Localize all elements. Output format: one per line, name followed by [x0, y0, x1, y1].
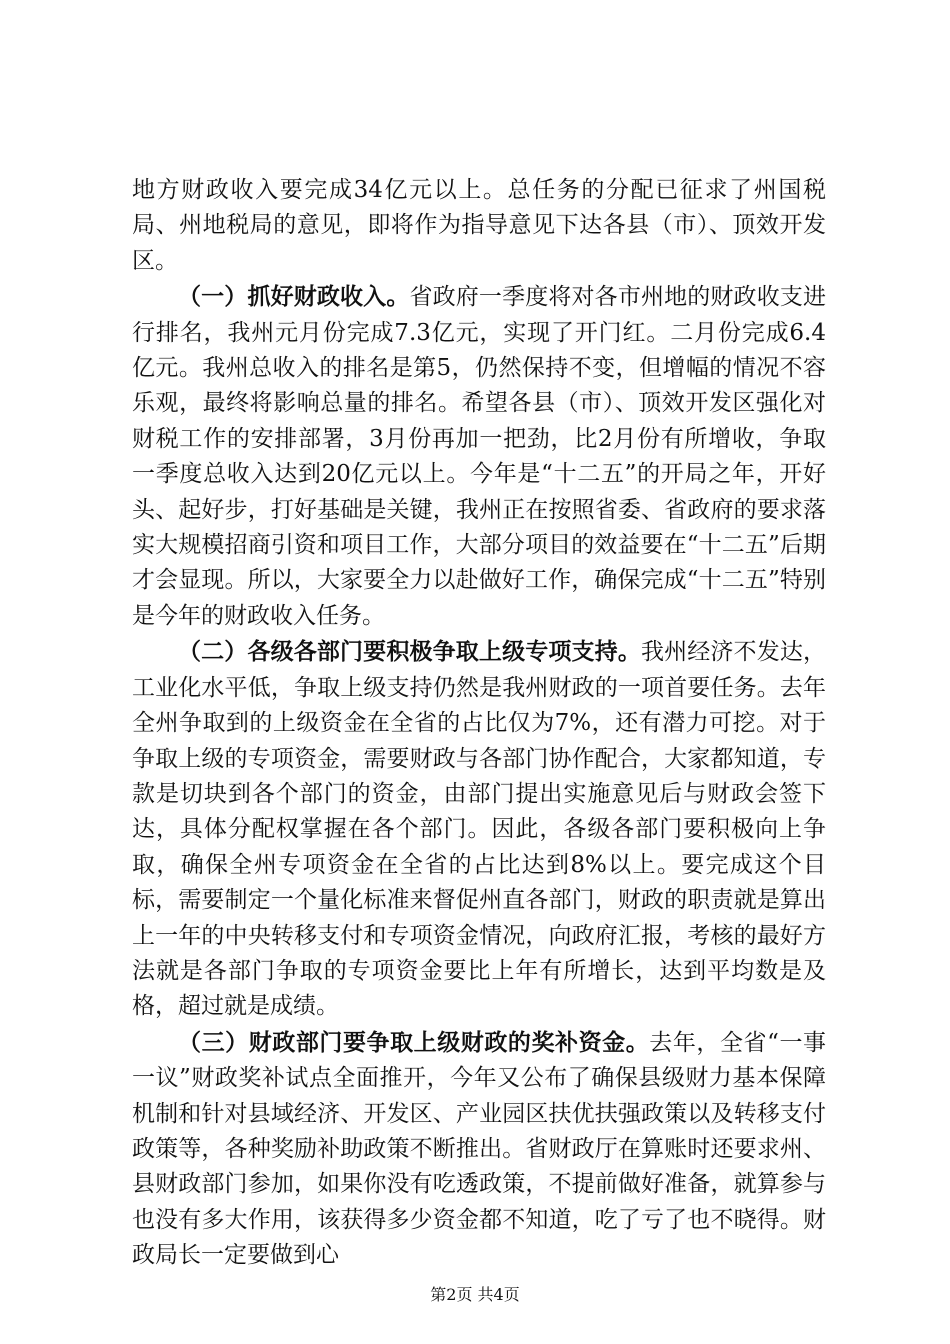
page-number: 第2页 共4页 — [430, 1285, 520, 1304]
page-footer — [0, 1285, 950, 1305]
paragraph-text: 地方财政收入要完成34亿元以上。总任务的分配已征求了州国税局、州地税局的意见，即将作为指导意见下达各县（市）、顶效开发区。 — [132, 177, 826, 274]
document-body — [132, 173, 826, 1274]
paragraph-subsidy-funds — [132, 1025, 826, 1274]
paragraph-text: 省政府一季度将对各市州地的财政收支进行排名，我州元月份完成7.3亿元，实现了开门红。二月份完成6.4亿元。我州总收入的排名是第5，仍然保持不变，但增幅的情况不容乐观，最终将影响总量的排名。希望各县（市）、顶效开发区强化对财税工作的安排部署，3月份再加一把劲，比2月份有所增收，争取一季度总收入达到20亿元以上。今年是“十二五”的开局之年，开好头、起好步，打好基础是关键，我州正在按照省委、省政府的要求落实大规模招商引资和项目工作，大部分项目的效益要在“十二五”后期才会显现。所以，大家要全力以赴做好工作，确保完成“十二五”特别是今年的财政收入任务。 — [132, 284, 827, 629]
section-heading: （二）各级各部门要积极争取上级专项支持。 — [178, 638, 641, 666]
paragraph-continuation — [132, 173, 826, 279]
paragraph-fiscal-revenue — [132, 279, 826, 634]
paragraph-text: 去年，全省“一事一议”财政奖补试点全面推开，今年又公布了确保县级财力基本保障机制和针对县域经济、开发区、产业园区扶优扶强政策以及转移支付政策等，各种奖励补助政策不断推出。省财政厅在算账时还要求州、县财政部门参加，如果你没有吃透政策，不提前做好准备，就算参与也没有多大作用，该获得多少资金都不知道，吃了亏了也不晓得。财政局长一定要做到心 — [132, 1029, 827, 1269]
section-heading: （三）财政部门要争取上级财政的奖补资金。 — [178, 1028, 650, 1056]
section-heading: （一）抓好财政收入。 — [178, 283, 410, 311]
paragraph-text: 我州经济不发达，工业化水平低，争取上级支持仍然是我州财政的一项首要任务。去年全州争取到的上级资金在全省的占比仅为7%，还有潜力可挖。对于争取上级的专项资金，需要财政与各部门协作配合，大家都知道，专款是切块到各个部门的资金，由部门提出实施意见后与财政会签下达，具体分配权掌握在各个部门。因此，各级各部门要积极向上争取，确保全州专项资金在全省的占比达到8%以上。要完成这个目标，需要制定一个量化标准来督促州直各部门，财政的职责就是算出上一年的中央转移支付和专项资金情况，向政府汇报，考核的最好方法就是各部门争取的专项资金要比上年有所增长，达到平均数是及格，超过就是成绩。 — [132, 639, 827, 1020]
paragraph-special-funds — [132, 634, 826, 1024]
